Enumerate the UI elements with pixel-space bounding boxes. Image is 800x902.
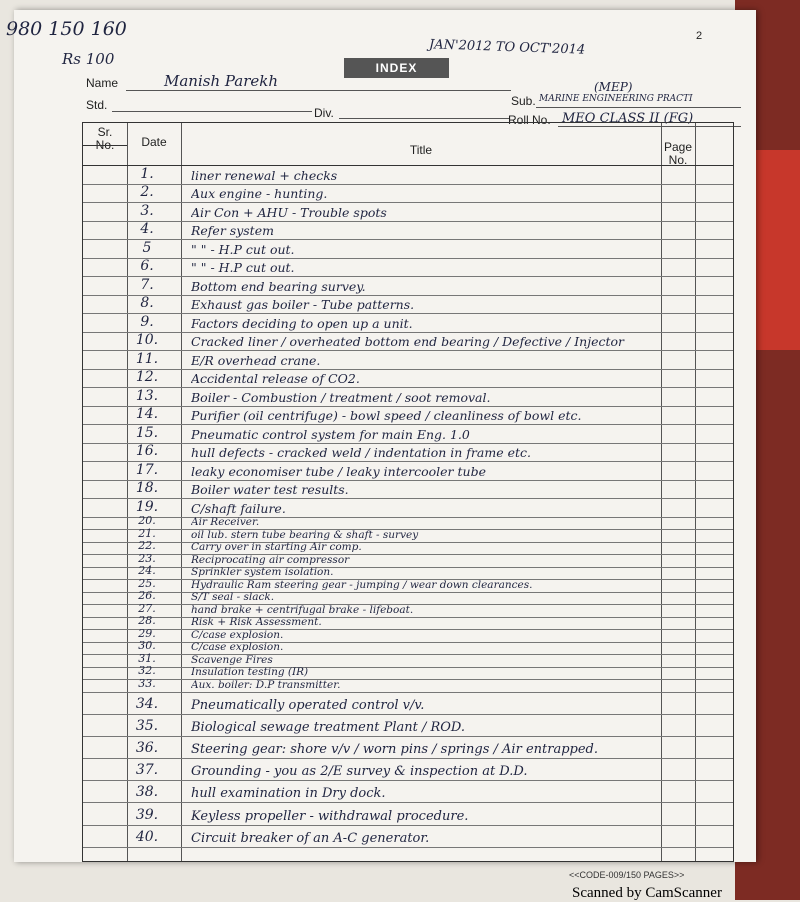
row-title: Boiler water test results. bbox=[191, 482, 349, 497]
row-number: 37. bbox=[135, 762, 159, 779]
row-number: 17. bbox=[135, 461, 159, 478]
row-number: 24. bbox=[138, 564, 156, 577]
row-number: 11. bbox=[135, 350, 159, 367]
row-number: 8. bbox=[140, 295, 154, 311]
table-row bbox=[83, 461, 733, 481]
row-number: 18. bbox=[135, 480, 159, 496]
notebook-page bbox=[6, 10, 756, 901]
roll-label: Roll No. bbox=[508, 113, 551, 127]
row-title: Pneumatic control system for main Eng. 1.0 bbox=[191, 426, 470, 442]
table-row bbox=[83, 736, 733, 759]
row-number: 39. bbox=[135, 806, 159, 823]
index-table bbox=[82, 122, 734, 862]
row-title: Boiler - Combustion / treatment / soot removal. bbox=[191, 389, 491, 405]
roll-value: MEO CLASS II (FG) bbox=[562, 111, 694, 126]
name-label: Name bbox=[86, 76, 119, 90]
table-row bbox=[83, 313, 733, 333]
table-row bbox=[83, 332, 733, 352]
row-title: Risk + Risk Assessment. bbox=[191, 616, 322, 628]
row-title: oil lub. stern tube bearing & shaft - survey bbox=[191, 528, 419, 541]
table-row bbox=[83, 258, 733, 278]
table-row bbox=[83, 676, 733, 693]
header-date: Date bbox=[141, 135, 167, 149]
row-number: 12. bbox=[135, 369, 159, 385]
div-label: Div. bbox=[314, 106, 334, 120]
row-title: Pneumatically operated control v/v. bbox=[191, 697, 425, 713]
table-row bbox=[83, 202, 733, 222]
row-title: " " - H.P cut out. bbox=[191, 241, 295, 257]
row-title: hull examination in Dry dock. bbox=[191, 786, 386, 802]
row-title: Purifier (oil centrifuge) - bowl speed / cleanliness of bowl etc. bbox=[191, 408, 582, 423]
row-title: Refer system bbox=[191, 223, 274, 238]
row-title: Carry over in starting Air comp. bbox=[191, 541, 362, 553]
row-title: Biological sewage treatment Plant / ROD. bbox=[191, 719, 466, 735]
index-stamp: INDEX bbox=[344, 58, 449, 78]
row-number: 32. bbox=[138, 664, 156, 677]
row-title: Reciprocating air compressor bbox=[191, 553, 350, 566]
row-title: Factors deciding to open up a unit. bbox=[191, 315, 413, 331]
table-row bbox=[83, 184, 733, 204]
row-number: 38. bbox=[135, 784, 159, 801]
row-title: liner renewal + checks bbox=[191, 167, 338, 183]
row-number: 30. bbox=[138, 639, 156, 652]
table-row bbox=[83, 714, 733, 737]
row-title: C/shaft failure. bbox=[191, 500, 286, 516]
row-number: 31. bbox=[138, 651, 156, 665]
row-number: 34. bbox=[135, 695, 159, 712]
row-number: 10. bbox=[135, 332, 159, 348]
row-number: 16. bbox=[135, 443, 159, 459]
table-row bbox=[83, 295, 733, 315]
row-title: Steering gear: shore v/v / worn pins / springs / Air entrapped. bbox=[191, 742, 598, 758]
div-line bbox=[339, 118, 509, 119]
row-number: 3. bbox=[140, 202, 154, 219]
row-number: 25. bbox=[138, 576, 156, 590]
table-row bbox=[83, 758, 733, 781]
row-number: 35. bbox=[135, 717, 159, 734]
table-row bbox=[83, 780, 733, 803]
sub-value: MARINE ENGINEERING PRACTI bbox=[539, 94, 693, 104]
row-number: 9. bbox=[140, 313, 154, 330]
handwritten-top-notes: 980 150 160 bbox=[6, 18, 127, 40]
header-rule-sr bbox=[83, 145, 127, 146]
footer-code: <<CODE-009/150 PAGES>> bbox=[569, 870, 685, 880]
row-title: Exhaust gas boiler - Tube patterns. bbox=[191, 297, 415, 312]
row-title: Bottom end bearing survey. bbox=[191, 278, 366, 294]
row-title: Keyless propeller - withdrawal procedure. bbox=[191, 808, 469, 824]
row-number: 4. bbox=[140, 221, 154, 237]
page-number: 2 bbox=[696, 30, 703, 42]
table-row bbox=[83, 276, 733, 296]
row-number: 19. bbox=[135, 498, 159, 515]
header-title: Title bbox=[409, 143, 433, 157]
table-row bbox=[83, 165, 733, 185]
table-row bbox=[83, 498, 733, 518]
table-row bbox=[83, 387, 733, 407]
row-title: Accidental release of CO2. bbox=[191, 371, 360, 386]
row-number: 36. bbox=[135, 740, 159, 757]
table-row bbox=[83, 350, 733, 370]
table-row bbox=[83, 424, 733, 444]
row-title: Air Con + AHU - Trouble spots bbox=[191, 204, 387, 220]
row-title: S/T seal - slack. bbox=[191, 591, 275, 603]
handwritten-price-note: Rs 100 bbox=[62, 50, 115, 68]
row-title: Aux. boiler: D.P transmitter. bbox=[191, 678, 341, 691]
date-range: JAN'2012 TO OCT'2014 bbox=[428, 37, 586, 58]
row-title: leaky economiser tube / leaky intercooler tube bbox=[191, 463, 486, 479]
row-title: C/case explosion. bbox=[191, 641, 284, 653]
row-title: Aux engine - hunting. bbox=[191, 186, 328, 201]
row-title: Grounding - you as 2/E survey & inspection at D.D. bbox=[191, 764, 528, 780]
row-number: 28. bbox=[138, 614, 156, 627]
header-sr-no: Sr. No. bbox=[95, 125, 115, 152]
table-row bbox=[83, 825, 733, 848]
row-number: 20. bbox=[138, 514, 156, 527]
row-number: 6. bbox=[140, 258, 154, 274]
table-row bbox=[83, 369, 733, 389]
row-title: E/R overhead crane. bbox=[191, 352, 321, 368]
table-row bbox=[83, 443, 733, 463]
table-row bbox=[83, 406, 733, 426]
row-number: 23. bbox=[138, 551, 156, 565]
row-number: 15. bbox=[135, 424, 159, 441]
row-title: hand brake + centrifugal brake - lifeboat. bbox=[191, 603, 414, 616]
table-row bbox=[83, 239, 733, 259]
row-number: 7. bbox=[140, 276, 154, 293]
row-number: 22. bbox=[138, 539, 156, 552]
row-title: Hydraulic Ram steering gear - jumping / wear down clearances. bbox=[191, 578, 533, 591]
header-page-no: Page No. bbox=[663, 140, 693, 167]
sub-line bbox=[536, 107, 741, 108]
row-title: Air Receiver. bbox=[191, 516, 260, 528]
table-row bbox=[83, 692, 733, 715]
row-title: Cracked liner / overheated bottom end bearing / Defective / Injector bbox=[191, 334, 625, 349]
row-number: 21. bbox=[138, 526, 156, 540]
sub-label: Sub. bbox=[511, 94, 536, 108]
row-number: 14. bbox=[135, 406, 159, 422]
row-number: 27. bbox=[138, 601, 156, 615]
row-number: 26. bbox=[138, 589, 156, 602]
row-number: 33. bbox=[138, 676, 156, 690]
name-value: Manish Parekh bbox=[164, 72, 279, 90]
row-number: 1. bbox=[140, 165, 154, 182]
table-row bbox=[83, 221, 733, 241]
row-title: Scavenge Fires bbox=[191, 653, 273, 666]
row-title: Sprinkler system isolation. bbox=[191, 566, 334, 578]
row-number: 13. bbox=[135, 387, 159, 404]
table-row bbox=[83, 803, 733, 826]
std-label: Std. bbox=[86, 98, 108, 112]
mep-note: (MEP) bbox=[594, 80, 633, 94]
std-line bbox=[112, 111, 312, 112]
row-title: C/case explosion. bbox=[191, 628, 284, 641]
row-number: 29. bbox=[138, 626, 156, 640]
row-number: 2. bbox=[140, 184, 154, 200]
footer-scan-label: Scanned by CamScanner bbox=[572, 885, 722, 901]
name-line bbox=[126, 90, 511, 91]
row-title: hull defects - cracked weld / indentation in frame etc. bbox=[191, 445, 531, 460]
row-number: 40. bbox=[135, 828, 159, 845]
row-title: Circuit breaker of an A-C generator. bbox=[191, 830, 430, 846]
table-row bbox=[83, 480, 733, 500]
row-title: " " - H.P cut out. bbox=[191, 260, 295, 275]
row-number: 5 bbox=[142, 239, 152, 256]
row-title: Insulation testing (IR) bbox=[191, 666, 309, 678]
